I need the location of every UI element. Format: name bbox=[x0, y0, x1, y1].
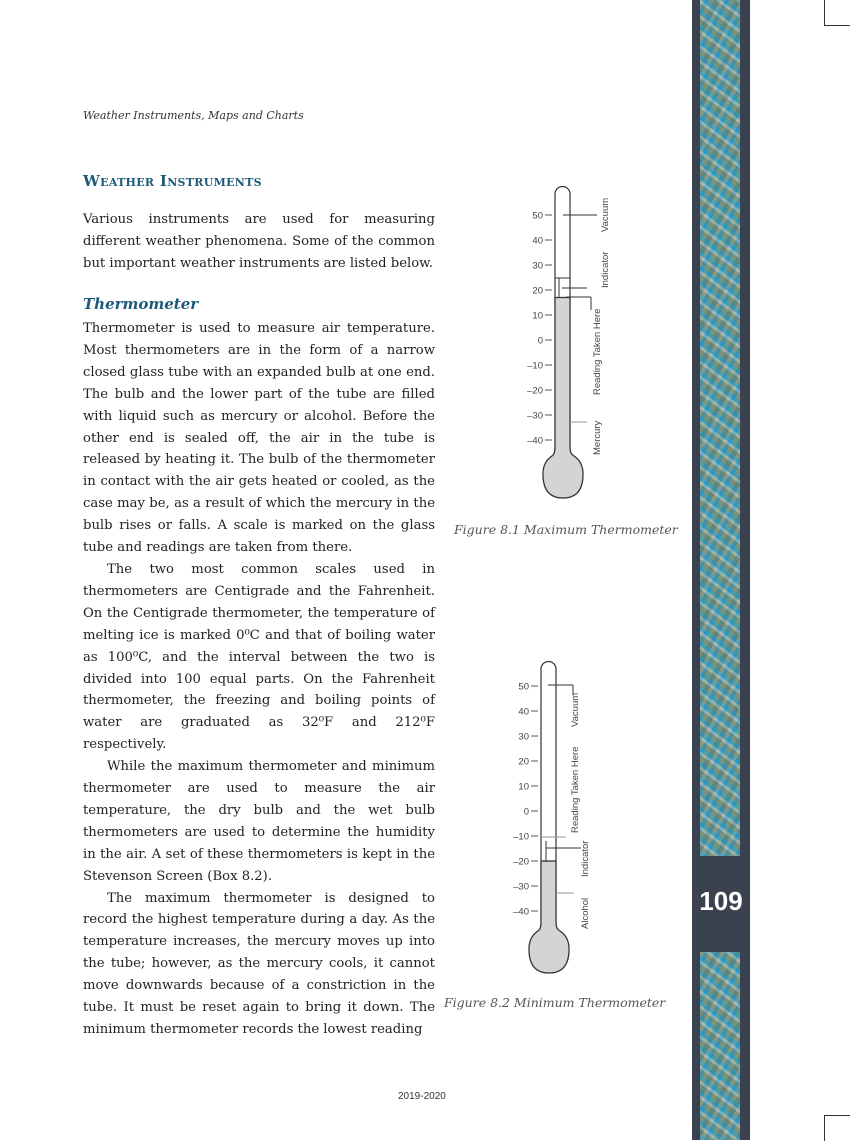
running-header: Weather Instruments, Maps and Charts bbox=[83, 109, 304, 122]
scale-tick-label: –20 bbox=[513, 856, 529, 868]
figure-caption: Figure 8.1 Maximum Thermometer bbox=[454, 522, 678, 537]
crop-mark bbox=[824, 0, 850, 26]
scale-tick-label: 40 bbox=[532, 235, 543, 247]
scale-tick-label: –30 bbox=[527, 410, 543, 422]
paragraph: While the maximum thermometer and minimum thermometer are used to measure the air temperature, the dry bulb and the wet bulb thermometers are used to determine the humidity in the air. A set of these thermometers is kept in the Stevenson Screen (Box 8.2). bbox=[83, 759, 435, 884]
scale-tick-label: 30 bbox=[532, 260, 543, 272]
figure-caption: Figure 8.2 Minimum Thermometer bbox=[444, 995, 666, 1010]
scale-tick-label: –30 bbox=[513, 881, 529, 893]
vacuum-label: Vacuum bbox=[600, 197, 611, 232]
scale-tick-label: 10 bbox=[518, 781, 529, 793]
scale-tick-label: 50 bbox=[532, 210, 543, 222]
footer-year: 2019-2020 bbox=[398, 1091, 446, 1102]
reading-label: Reading Taken Here bbox=[570, 746, 581, 833]
section-title: Weather Instruments bbox=[83, 172, 262, 190]
scale-tick-label: 10 bbox=[532, 310, 543, 322]
scale-tick-label: –10 bbox=[527, 360, 543, 372]
scale-tick-label: 50 bbox=[518, 681, 529, 693]
scale-tick-label: 0 bbox=[537, 335, 543, 347]
scale-tick-label: 40 bbox=[518, 706, 529, 718]
intro-text: Various instruments are used for measuring different weather phenomena. Some of the common but important weather instruments are listed below. bbox=[83, 212, 435, 271]
scale-tick-label: 20 bbox=[518, 756, 529, 768]
scale-tick-label: –40 bbox=[527, 435, 543, 447]
vacuum-label: Vacuum bbox=[570, 692, 581, 727]
scale-tick-label: 30 bbox=[518, 731, 529, 743]
paragraph: The two most common scales used in thermometers are Centigrade and the Fahrenheit. On the Centigrade thermometer, the temperature of melting ice is marked 0⁰C and that of boiling water as 100⁰C, and the interval between the two is divided into 100 equal parts. On the Fahrenheit thermometer, the freezing and boiling points of water are graduated as 32⁰F and 212⁰F respectively. bbox=[83, 561, 435, 753]
crop-mark bbox=[824, 1115, 850, 1141]
decorative-texture bbox=[700, 952, 740, 1140]
scale-tick-label: –20 bbox=[527, 385, 543, 397]
body-text bbox=[83, 318, 435, 1041]
minimum-thermometer-figure bbox=[486, 655, 626, 985]
intro-paragraph bbox=[83, 209, 435, 275]
alcohol-label: Alcohol bbox=[580, 897, 591, 929]
indicator-label: Indicator bbox=[580, 840, 591, 877]
scale-tick-label: 20 bbox=[532, 285, 543, 297]
scale-tick-label: –40 bbox=[513, 906, 529, 918]
scale-tick-label: –10 bbox=[513, 831, 529, 843]
maximum-thermometer-figure bbox=[500, 180, 640, 510]
scale-tick-label: 0 bbox=[523, 806, 529, 818]
mercury-label: Mercury bbox=[592, 420, 603, 455]
liquid-column bbox=[543, 298, 583, 499]
paragraph: The maximum thermometer is designed to record the highest temperature during a day. As the temperature increases, the mercury moves up into the tube; however, as the mercury cools, it cannot move downwards because of a constriction in the tube. It must be reset again to bring it down. The minimum thermometer records the lowest reading bbox=[83, 890, 435, 1037]
subheading: Thermometer bbox=[83, 295, 199, 313]
paragraph: Thermometer is used to measure air temperature. Most thermometers are in the form of a narrow closed glass tube with an expanded bulb at one end. The bulb and the lower part of the tube are filled with liquid such as mercury or alcohol. Before the other end is sealed off, the air in the tube is released by heating it. The bulb of the thermometer in contact with the air gets heated or cooled, as the case may be, as a result of which the mercury in the bulb rises or falls. A scale is marked on the glass tube and readings are taken from there. bbox=[83, 321, 435, 556]
reading-label: Reading Taken Here bbox=[592, 308, 603, 395]
decorative-texture bbox=[700, 0, 740, 856]
indicator-label: Indicator bbox=[600, 251, 611, 288]
liquid-column bbox=[529, 861, 569, 973]
page-number: 109 bbox=[699, 886, 743, 916]
